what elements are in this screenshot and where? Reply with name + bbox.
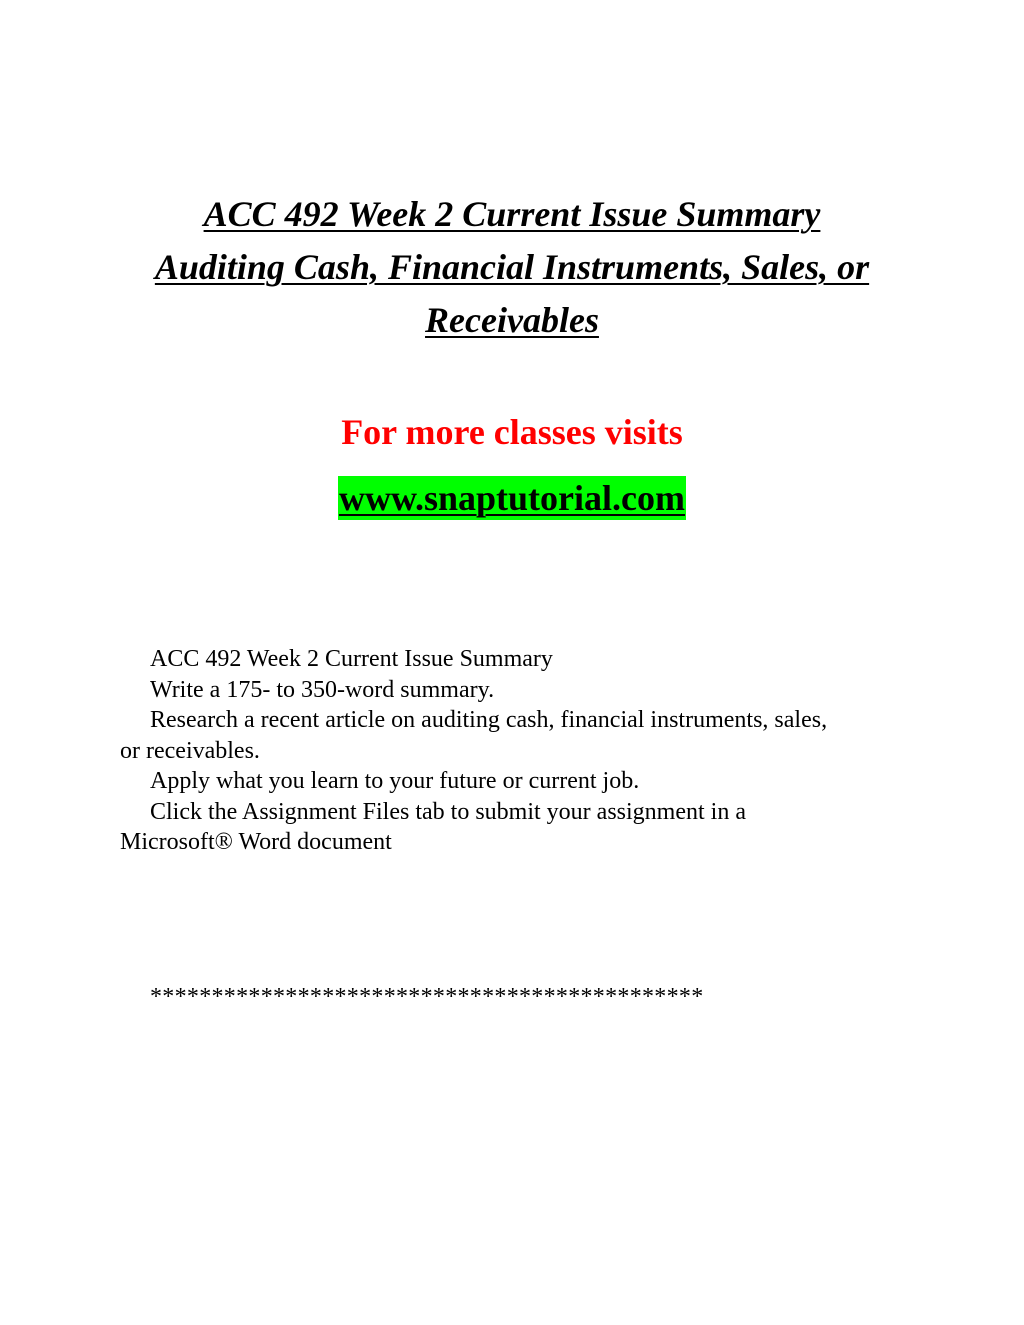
title-line-1: ACC 492 Week 2 Current Issue Summary [203, 194, 821, 234]
body-line-apply: Apply what you learn to your future or current job. [150, 768, 640, 794]
promo-heading: For more classes visits [341, 412, 683, 452]
body-line-course: ACC 492 Week 2 Current Issue Summary [150, 646, 553, 672]
body-line-research-cont: or receivables. [120, 737, 260, 764]
body-line-submit: Click the Assignment Files tab to submit your assignment in a [150, 798, 746, 825]
document-title [100, 188, 924, 347]
separator-stars: ********************************************* [150, 984, 704, 1010]
link-container [100, 476, 924, 520]
body-line-word-count: Write a 175- to 350-word summary. [150, 676, 495, 703]
body-line-research: Research a recent article on auditing cash, financial instruments, sales, [150, 707, 828, 733]
website-link[interactable]: www.snaptutorial.com [338, 478, 685, 518]
assignment-description [120, 644, 920, 858]
title-line-3: Receivables [425, 300, 599, 340]
title-line-2: Auditing Cash, Financial Instruments, Sales, or [154, 247, 870, 287]
body-line-submit-cont: Microsoft® Word document [120, 829, 392, 855]
